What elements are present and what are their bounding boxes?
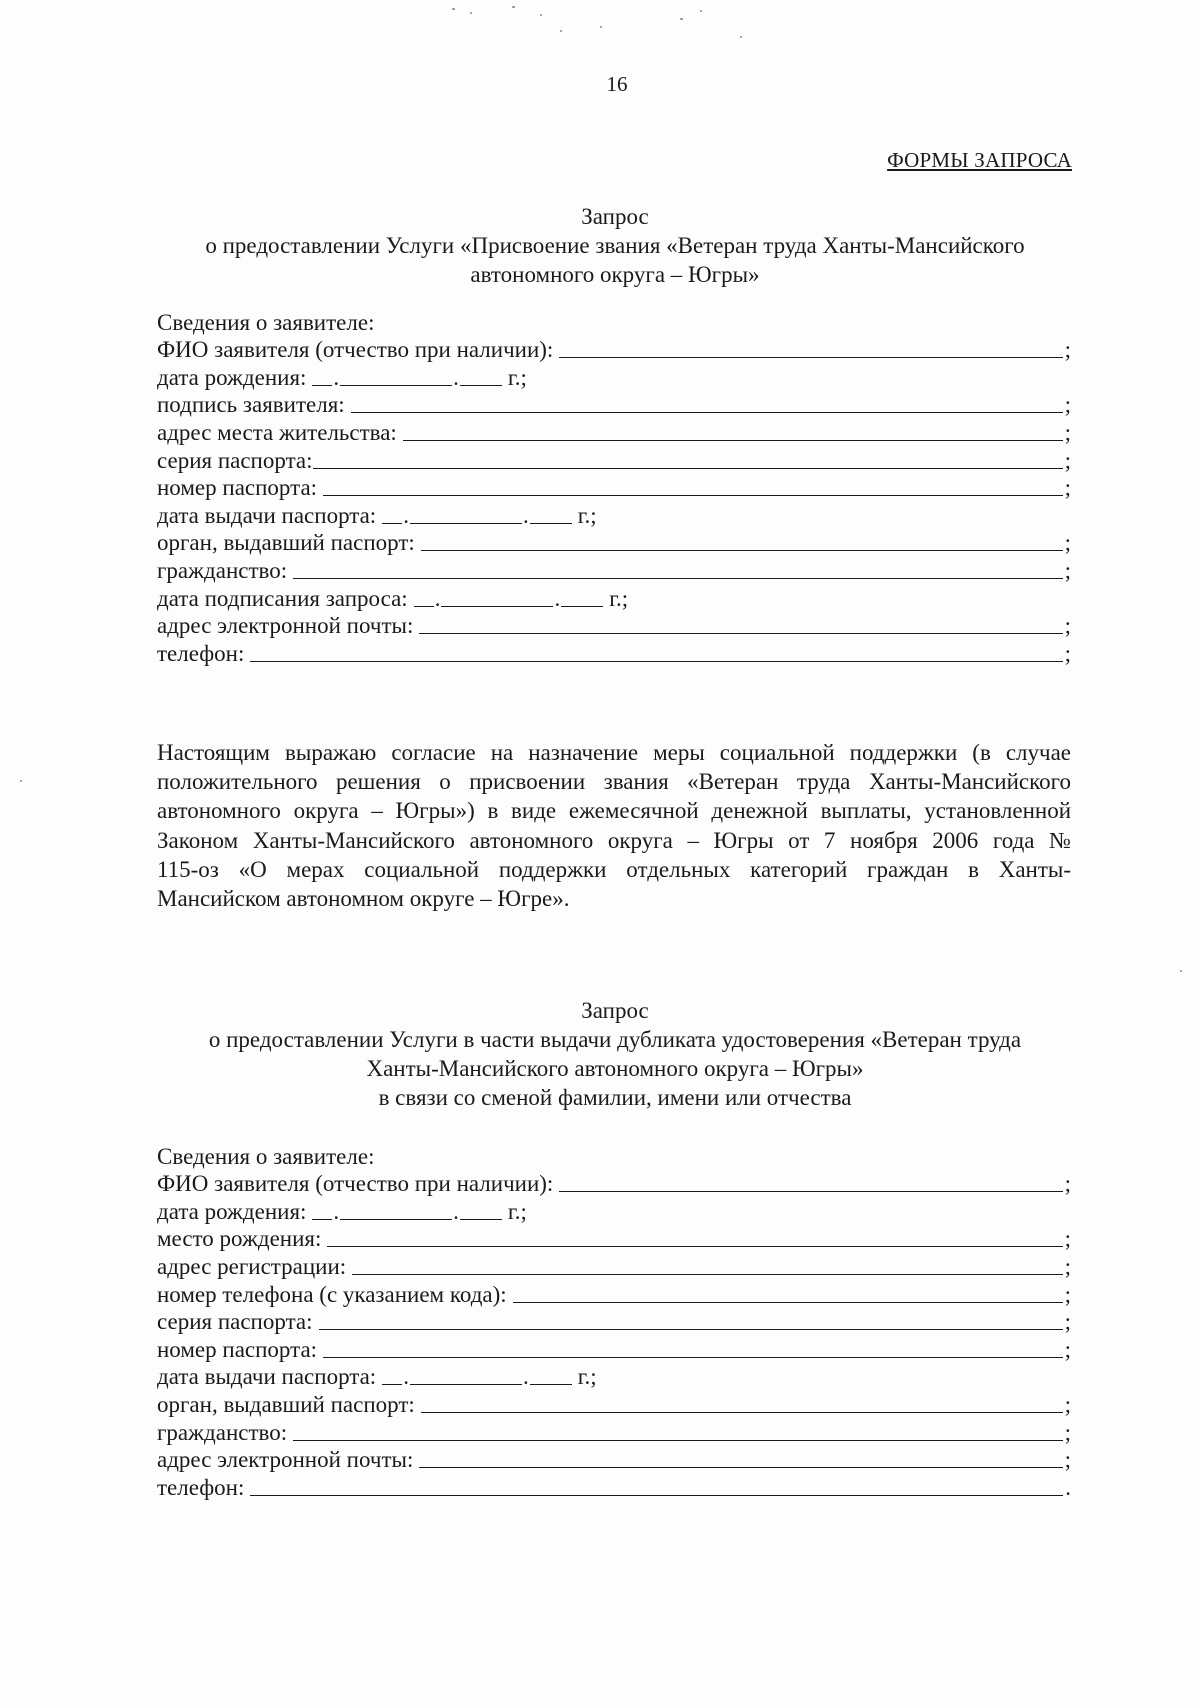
request1-citizenship-field[interactable]: [157, 556, 1071, 584]
consent-line: Законом Ханты-Мансийского автономного округа – Югры от 7 ноября 2006 года №: [157, 827, 1071, 853]
request1-phone-field[interactable]: [157, 639, 1071, 667]
request1-passport-number-field[interactable]: [157, 474, 1071, 502]
date-separator: .: [453, 364, 459, 390]
month-input-line[interactable]: [441, 606, 553, 607]
request2-email-field[interactable]: [157, 1446, 1071, 1474]
request1-title-line: автономного округа – Югры»: [470, 262, 760, 287]
input-line[interactable]: [323, 1356, 1063, 1358]
month-input-line[interactable]: [340, 1219, 452, 1220]
date-separator: .: [333, 1198, 340, 1224]
forms-heading: ФОРМЫ ЗАПРОСА: [887, 148, 1072, 172]
field-terminator: ;: [1064, 530, 1071, 556]
request2-title: [150, 996, 1080, 1112]
input-line[interactable]: [250, 1494, 1063, 1496]
request2-applicant-fields: [157, 1142, 1071, 1501]
field-terminator: ;: [1064, 392, 1071, 418]
date-separator: .: [522, 1364, 529, 1390]
input-line[interactable]: [352, 1273, 1062, 1275]
request1-title-line: о предоставлении Услуги «Присвоение звания «Ветеран труда Ханты-Мансийского: [205, 233, 1025, 258]
date-separator: .: [554, 585, 561, 611]
field-label: телефон:: [157, 1474, 245, 1500]
date-separator: .: [403, 502, 409, 528]
input-line[interactable]: [421, 1411, 1063, 1413]
field-terminator: ;: [1064, 1226, 1071, 1252]
field-terminator: .: [1065, 1474, 1071, 1500]
request2-title-line: Ханты-Мансийского автономного округа – Югры»: [366, 1056, 864, 1081]
field-terminator: ;: [1064, 447, 1071, 473]
input-line[interactable]: [293, 577, 1063, 579]
request2-birth-place-field[interactable]: [157, 1225, 1071, 1253]
field-label: серия паспорта:: [157, 1309, 313, 1335]
request2-full-name-field[interactable]: [157, 1170, 1071, 1198]
month-input-line[interactable]: [410, 1384, 522, 1385]
year-input-line[interactable]: [561, 606, 603, 607]
request1-signature-field[interactable]: [157, 391, 1071, 419]
field-terminator: ;: [1064, 337, 1071, 363]
request1-title-line: Запрос: [581, 204, 649, 229]
scan-speck: [740, 36, 742, 38]
field-label: ФИО заявителя (отчество при наличии):: [157, 337, 554, 363]
field-label: дата выдачи паспорта:: [157, 1364, 377, 1390]
field-terminator: ;: [1064, 613, 1071, 639]
request2-title-line: в связи со сменой фамилии, имени или отчества: [378, 1085, 852, 1110]
consent-line: положительного решения о присвоении звания «Ветеран труда Ханты-Мансийского: [157, 769, 1071, 795]
scan-speck: [600, 26, 602, 28]
field-label: орган, выдавший паспорт:: [157, 1391, 415, 1417]
input-line[interactable]: [351, 411, 1063, 413]
request2-title-line: о предоставлении Услуги в части выдачи дубликата удостоверения «Ветеран труда: [208, 1027, 1022, 1052]
request1-title: [150, 202, 1080, 289]
day-input-line[interactable]: [312, 1219, 332, 1220]
year-suffix: г.;: [577, 502, 597, 528]
year-input-line[interactable]: [460, 385, 502, 386]
day-input-line[interactable]: [382, 1384, 402, 1385]
scan-speck: [700, 10, 702, 12]
day-input-line[interactable]: [312, 385, 332, 386]
field-terminator: ;: [1064, 1253, 1071, 1279]
request1-applicant-fields: [157, 308, 1071, 667]
field-terminator: ;: [1064, 640, 1071, 666]
scan-speck: [512, 6, 515, 8]
field-label: гражданство:: [157, 1419, 288, 1445]
field-label: адрес регистрации:: [157, 1253, 347, 1279]
date-separator: .: [333, 364, 340, 390]
field-label: номер телефона (с указанием кода):: [157, 1281, 507, 1307]
field-terminator: ;: [1064, 1391, 1071, 1417]
month-input-line[interactable]: [340, 385, 452, 386]
field-label: адрес электронной почты:: [157, 1447, 414, 1473]
date-separator: .: [522, 502, 529, 528]
request2-birth-date-field[interactable]: [157, 1197, 1071, 1225]
field-label: дата подписания запроса:: [157, 585, 408, 611]
input-line[interactable]: [559, 356, 1062, 358]
request1-signing-date-field[interactable]: [157, 584, 1071, 612]
request2-phone-field[interactable]: [157, 1473, 1071, 1501]
request1-birth-date-field[interactable]: [157, 363, 1071, 391]
request2-citizenship-field[interactable]: [157, 1418, 1071, 1446]
day-input-line[interactable]: [414, 606, 434, 607]
field-label: дата выдачи паспорта:: [157, 502, 377, 528]
consent-line: Мансийском автономном округе – Югре».: [157, 886, 570, 912]
year-input-line[interactable]: [530, 523, 572, 524]
year-suffix: г.;: [507, 1198, 527, 1224]
request1-residence-field[interactable]: [157, 418, 1071, 446]
request1-passport-issue-date-field[interactable]: [157, 501, 1071, 529]
request2-passport-series-field[interactable]: [157, 1308, 1071, 1336]
year-suffix: г.;: [609, 585, 629, 611]
consent-paragraph: [157, 738, 1071, 913]
input-line[interactable]: [403, 439, 1063, 441]
request2-title-line: Запрос: [581, 998, 649, 1023]
field-label: адрес электронной почты:: [157, 613, 414, 639]
scan-speck: [1180, 970, 1182, 972]
request1-full-name-field[interactable]: [157, 336, 1071, 364]
field-terminator: ;: [1064, 1309, 1071, 1335]
field-label: гражданство:: [157, 557, 288, 583]
year-input-line[interactable]: [460, 1219, 502, 1220]
field-label: дата рождения:: [157, 1198, 307, 1224]
month-input-line[interactable]: [410, 523, 522, 524]
scan-speck: [20, 780, 22, 782]
day-input-line[interactable]: [382, 523, 402, 524]
field-terminator: ;: [1064, 1171, 1071, 1197]
field-terminator: ;: [1064, 1419, 1071, 1445]
field-terminator: ;: [1064, 419, 1071, 445]
input-line[interactable]: [513, 1301, 1063, 1303]
year-suffix: г.;: [577, 1364, 597, 1390]
scan-speck: [680, 18, 683, 20]
input-line[interactable]: [319, 1328, 1063, 1330]
request2-section-label: Сведения о заявителе:: [157, 1143, 375, 1169]
request1-issuing-authority-field[interactable]: [157, 529, 1071, 557]
input-line[interactable]: [293, 1439, 1063, 1441]
input-line[interactable]: [313, 467, 1063, 469]
consent-line: Настоящим выражаю согласие на назначение меры социальной поддержки (в случае: [157, 740, 1071, 765]
field-terminator: ;: [1064, 1336, 1071, 1362]
request1-email-field[interactable]: [157, 612, 1071, 640]
field-label: подпись заявителя:: [157, 392, 345, 418]
input-line[interactable]: [419, 1466, 1062, 1468]
field-label: адрес места жительства:: [157, 419, 397, 445]
request2-passport-issue-date-field[interactable]: [157, 1363, 1071, 1391]
request1-passport-series-field[interactable]: [157, 446, 1071, 474]
request2-registration-address-field[interactable]: [157, 1252, 1071, 1280]
field-label: серия паспорта:: [157, 447, 313, 473]
date-separator: .: [403, 1364, 409, 1390]
scan-speck: [560, 30, 562, 32]
field-label: орган, выдавший паспорт:: [157, 530, 415, 556]
field-label: дата рождения:: [157, 364, 307, 390]
consent-line: автономного округа – Югры») в виде ежемесячной денежной выплаты, установленной: [157, 798, 1071, 824]
field-label: ФИО заявителя (отчество при наличии):: [157, 1171, 554, 1197]
input-line[interactable]: [421, 549, 1063, 551]
field-terminator: ;: [1064, 1447, 1071, 1473]
field-label: место рождения:: [157, 1226, 322, 1252]
request1-section-label: Сведения о заявителе:: [157, 309, 375, 335]
field-terminator: ;: [1064, 557, 1071, 583]
input-line[interactable]: [419, 632, 1062, 634]
date-separator: .: [434, 585, 441, 611]
field-label: телефон:: [157, 640, 245, 666]
input-line[interactable]: [323, 494, 1063, 496]
page-number: 16: [606, 72, 628, 96]
request2-issuing-authority-field[interactable]: [157, 1390, 1071, 1418]
year-suffix: г.;: [507, 364, 527, 390]
input-line[interactable]: [559, 1190, 1062, 1192]
field-label: номер паспорта:: [157, 1336, 318, 1362]
scan-speck: [452, 8, 455, 10]
consent-line: 115-оз «О мерах социальной поддержки отдельных категорий граждан в Ханты-: [157, 856, 1071, 882]
field-terminator: ;: [1064, 475, 1071, 501]
scan-speck: [470, 12, 472, 14]
request2-passport-number-field[interactable]: [157, 1335, 1071, 1363]
date-separator: .: [453, 1198, 459, 1224]
field-label: номер паспорта:: [157, 475, 318, 501]
field-terminator: ;: [1064, 1281, 1071, 1307]
input-line[interactable]: [250, 660, 1062, 662]
scan-speck: [540, 14, 542, 16]
input-line[interactable]: [327, 1245, 1062, 1247]
request2-phone-with-code-field[interactable]: [157, 1280, 1071, 1308]
year-input-line[interactable]: [530, 1384, 572, 1385]
